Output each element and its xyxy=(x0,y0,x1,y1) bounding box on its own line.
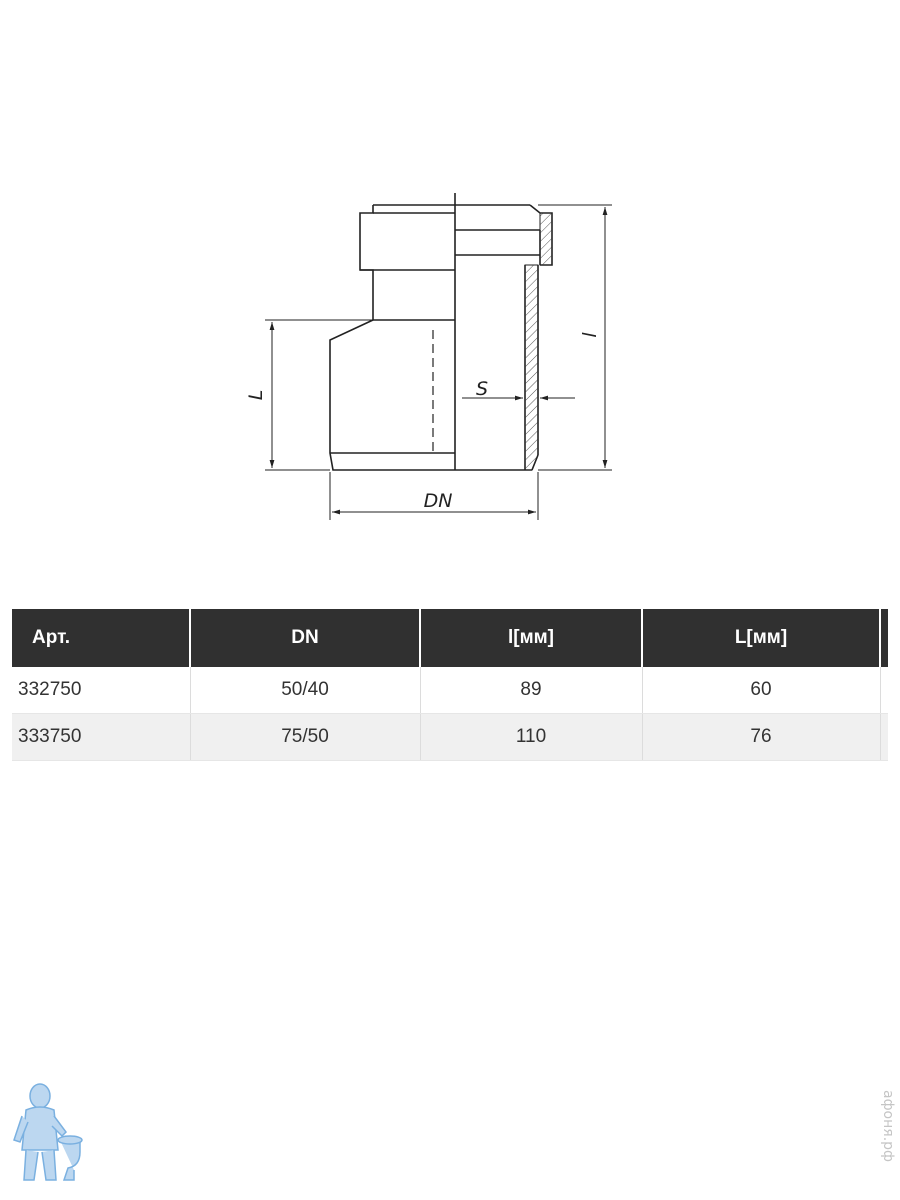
cell-art: 333750 xyxy=(12,714,190,761)
technical-drawing xyxy=(240,185,640,525)
cell-L: 60 xyxy=(642,667,880,714)
column-header-cut xyxy=(880,609,888,667)
plumber-mascot-logo xyxy=(8,1080,88,1190)
table-header-row xyxy=(12,609,888,667)
column-header-art: Арт. xyxy=(12,609,190,667)
cell-cut xyxy=(880,667,888,714)
column-header-dn: DN xyxy=(190,609,420,667)
label-S: S xyxy=(476,378,489,400)
label-l: l xyxy=(579,332,601,338)
cell-cut xyxy=(880,714,888,761)
column-header-l: l[мм] xyxy=(420,609,642,667)
column-header-L: L[мм] xyxy=(642,609,880,667)
spec-table xyxy=(12,609,888,761)
cell-L: 76 xyxy=(642,714,880,761)
label-DN: DN xyxy=(423,490,453,512)
cell-dn: 50/40 xyxy=(190,667,420,714)
cell-dn: 75/50 xyxy=(190,714,420,761)
cell-art: 332750 xyxy=(12,667,190,714)
label-L: L xyxy=(245,389,267,401)
table-row xyxy=(12,667,888,714)
table-row xyxy=(12,714,888,761)
site-watermark: афоня.рф xyxy=(880,1090,896,1162)
cell-l: 89 xyxy=(420,667,642,714)
cell-l: 110 xyxy=(420,714,642,761)
